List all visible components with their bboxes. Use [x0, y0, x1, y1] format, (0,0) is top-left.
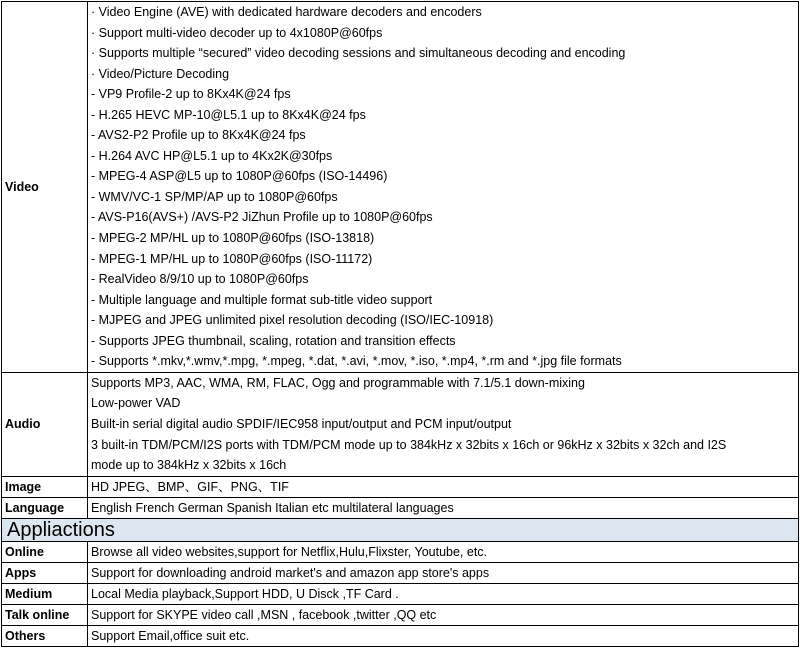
language-label: Language: [2, 497, 88, 518]
video-line: - MPEG-4 ASP@L5 up to 1080P@60fps (ISO-14496): [91, 169, 388, 184]
audio-line: 3 built-in TDM/PCM/I2S ports with TDM/PCM mode up to 384kHz x 32bits x 16ch or 96kHz x 32bits x 32ch and I2S: [91, 437, 727, 452]
video-line: · Support multi-video decoder up to 4x1080P@60fps: [91, 25, 383, 40]
video-line: - AVS-P16(AVS+) /AVS-P2 JiZhun Profile up to 1080P@60fps: [91, 210, 433, 225]
apps-content: [88, 562, 799, 583]
image-value: HD JPEG、BMP、GIF、PNG、TIF: [91, 479, 289, 494]
audio-line: Supports MP3, AAC, WMA, RM, FLAC, Ogg and programmable with 7.1/5.1 down-mixing: [91, 375, 585, 390]
spec-sheet: [1, 1, 799, 647]
talk-online-value: Support for SKYPE video call ,MSN , facebook ,twitter ,QQ etc: [91, 607, 437, 622]
audio-row: [2, 372, 799, 476]
language-row: [2, 497, 799, 518]
app-row-talk-online: [2, 604, 799, 625]
video-line: - Supports *.mkv,*.wmv,*.mpg, *.mpeg, *.dat, *.avi, *.mov, *.iso, *.mp4, *.rm and *.jpg file formats: [91, 354, 622, 369]
video-line: - Supports JPEG thumbnail, scaling, rotation and transition effects: [91, 333, 456, 348]
others-label: Others: [2, 625, 88, 646]
video-line: - MJPEG and JPEG unlimited pixel resolution decoding (ISO/IEC-10918): [91, 313, 494, 328]
video-line: - H.264 AVC HP@L5.1 up to 4Kx2K@30fps: [91, 148, 333, 163]
audio-line: Built-in serial digital audio SPDIF/IEC958 input/output and PCM input/output: [91, 417, 512, 432]
video-line: - H.265 HEVC MP-10@L5.1 up to 8Kx4K@24 fps: [91, 107, 366, 122]
audio-line: mode up to 384kHz x 32bits x 16ch: [91, 458, 287, 473]
app-row-others: [2, 625, 799, 646]
video-label: Video: [2, 2, 88, 373]
app-row-apps: [2, 562, 799, 583]
video-row: [2, 2, 799, 373]
video-line: - AVS2-P2 Profile up to 8Kx4K@24 fps: [91, 128, 306, 143]
image-content: [88, 476, 799, 497]
medium-label: Medium: [2, 583, 88, 604]
video-line: · Video Engine (AVE) with dedicated hardware decoders and encoders: [91, 5, 482, 19]
audio-label: Audio: [2, 372, 88, 476]
video-line: - MPEG-1 MP/HL up to 1080P@60fps (ISO-11172): [91, 251, 373, 266]
apps-label: Apps: [2, 562, 88, 583]
language-value: English French German Spanish Italian etc multilateral languages: [91, 500, 454, 515]
audio-line: Low-power VAD: [91, 396, 181, 411]
talk-online-content: [88, 604, 799, 625]
talk-online-label: Talk online: [2, 604, 88, 625]
video-line: · Video/Picture Decoding: [91, 66, 230, 81]
image-row: [2, 476, 799, 497]
app-row-online: [2, 541, 799, 562]
apps-value: Support for downloading android market's and amazon app store's apps: [91, 565, 490, 580]
applications-header-cell: [2, 518, 799, 541]
applications-header-row: [2, 518, 799, 541]
audio-content: [88, 372, 799, 476]
online-value: Browse all video websites,support for Netflix,Hulu,Flixster, Youtube, etc.: [91, 544, 488, 559]
image-label: Image: [2, 476, 88, 497]
online-content: [88, 541, 799, 562]
others-value: Support Email,office suit etc.: [91, 628, 250, 643]
video-line: - RealVideo 8/9/10 up to 1080P@60fps: [91, 272, 309, 287]
app-row-medium: [2, 583, 799, 604]
medium-value: Local Media playback,Support HDD, U Disck ,TF Card .: [91, 586, 399, 601]
video-line: - VP9 Profile-2 up to 8Kx4K@24 fps: [91, 87, 291, 102]
language-content: [88, 497, 799, 518]
applications-title: Appliactions: [7, 518, 115, 541]
others-content: [88, 625, 799, 646]
video-line: - MPEG-2 MP/HL up to 1080P@60fps (ISO-13818): [91, 231, 375, 246]
video-line: · Supports multiple “secured” video decoding sessions and simultaneous decoding and encoding: [91, 46, 626, 61]
video-content: [88, 2, 799, 373]
video-line: - WMV/VC-1 SP/MP/AP up to 1080P@60fps: [91, 189, 338, 204]
medium-content: [88, 583, 799, 604]
video-line: - Multiple language and multiple format sub-title video support: [91, 292, 433, 307]
spec-table: [1, 1, 799, 647]
online-label: Online: [2, 541, 88, 562]
